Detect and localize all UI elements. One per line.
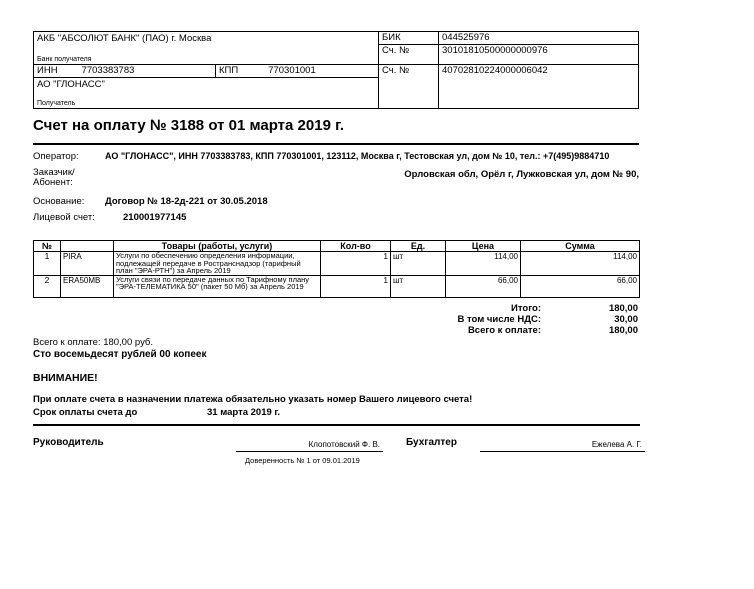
inn-cell	[34, 65, 216, 78]
total-value: 180,00	[608, 325, 638, 336]
payee-name: АО "ГЛОНАСС"	[37, 79, 105, 90]
customer-label-line1: Заказчик/	[33, 167, 75, 178]
signature-separator	[33, 424, 640, 426]
payee-caption: Получатель	[37, 100, 76, 107]
row1-code: PIRA	[61, 252, 114, 276]
basis-value: Договор № 18-2д-221 от 30.05.2018	[105, 196, 268, 207]
row2-unit: шт	[391, 275, 446, 297]
operator-value: АО "ГЛОНАСС", ИНН 7703383783, КПП 770301001, 123112, Москва г, Тестовская ул, дом № 10, тел.: +7(495)9884710	[105, 151, 610, 161]
customer-label-line2: Абонент:	[33, 177, 73, 188]
header-price: Цена	[446, 241, 521, 252]
inn-value: 7703383783	[81, 65, 135, 76]
title-separator	[33, 143, 639, 145]
total-row-nds	[33, 314, 639, 325]
operator-label: Оператор:	[33, 151, 79, 162]
bank-name: АКБ "АБСОЛЮТ БАНК" (ПАО) г. Москва	[37, 33, 212, 44]
total-label: В том числе НДС:	[457, 314, 541, 325]
kpp-label: КПП	[219, 65, 239, 76]
account-label: Сч. №	[379, 65, 439, 108]
header-code	[61, 241, 114, 252]
row1-sum: 114,00	[521, 252, 640, 276]
director-signature-line: Клопотовский Ф. В.	[236, 438, 383, 452]
row2-code: ERA50MB	[61, 275, 114, 297]
items-header-row	[34, 241, 640, 252]
kpp-value: 770301001	[268, 65, 316, 76]
customer-value: Орловская обл, Орёл г, Лужковская ул, дом № 90,	[404, 169, 639, 180]
invoice-title: Счет на оплату № 3188 от 01 марта 2019 г.	[33, 117, 344, 134]
total-row-vsego	[33, 325, 639, 336]
row1-unit: шт	[391, 252, 446, 276]
corr-account-value: 30101810500000000976	[439, 45, 638, 65]
accountant-label: Бухгалтер	[406, 437, 457, 448]
attention-heading: ВНИМАНИЕ!	[33, 372, 98, 384]
table-row	[34, 275, 640, 297]
inn-label: ИНН	[37, 65, 58, 76]
basis-label: Основание:	[33, 196, 85, 207]
row1-name: Услуги по обеспечению определения информации, подлежащей передаче в Ространснадзор (тарифный план "ЭРА-РТН") за Апрель 2019	[114, 252, 321, 276]
director-label: Руководитель	[33, 437, 104, 448]
attorney-note: Доверенность № 1 от 09.01.2019	[245, 456, 360, 465]
total-label: Всего к оплате:	[467, 325, 541, 336]
row2-sum: 66,00	[521, 275, 640, 297]
row2-qty: 1	[321, 275, 391, 297]
bank-name-cell	[34, 32, 379, 65]
bank-requisites-table	[33, 31, 639, 109]
bank-name-caption: Банк получателя	[37, 56, 92, 63]
header-sum: Сумма	[521, 241, 640, 252]
row2-price: 66,00	[446, 275, 521, 297]
accountant-signature-line: Ежелева А. Г.	[480, 438, 645, 452]
row2-name: Услуги связи по передаче данных по Тарифному плану "ЭРА-ТЕЛЕМАТИКА 50" (пакет 50 Мб) за Апрель 2019	[114, 275, 321, 297]
payment-note: При оплате счета в назначении платежа обязательно указать номер Вашего лицевого счета!	[33, 394, 473, 405]
due-date: 31 марта 2019 г.	[207, 407, 281, 418]
personal-account-value: 210001977145	[123, 212, 187, 223]
due-label: Срок оплаты счета до	[33, 407, 138, 418]
total-value: 180,00	[608, 303, 638, 314]
account-value: 40702810224000006042	[442, 65, 548, 76]
total-label: Итого:	[511, 303, 541, 314]
payee-cell	[34, 78, 379, 108]
header-num: №	[34, 241, 61, 252]
bik-label: БИК	[379, 32, 439, 45]
personal-account-label: Лицевой счет:	[33, 212, 95, 223]
total-row-itogo	[33, 303, 639, 314]
items-table	[33, 240, 640, 298]
amount-in-words: Сто восемьдесят рублей 00 копеек	[33, 349, 207, 360]
row2-num: 2	[34, 275, 61, 297]
row1-num: 1	[34, 252, 61, 276]
header-qty: Кол-во	[321, 241, 391, 252]
row1-qty: 1	[321, 252, 391, 276]
header-name: Товары (работы, услуги)	[114, 241, 321, 252]
corr-account-label: Сч. №	[379, 45, 439, 65]
bik-value: 044525976	[439, 32, 638, 45]
header-unit: Ед.	[391, 241, 446, 252]
total-value: 30,00	[614, 314, 638, 325]
kpp-cell	[216, 65, 379, 78]
total-amount-line: Всего к оплате: 180,00 руб.	[33, 337, 154, 348]
row1-price: 114,00	[446, 252, 521, 276]
table-row	[34, 252, 640, 276]
